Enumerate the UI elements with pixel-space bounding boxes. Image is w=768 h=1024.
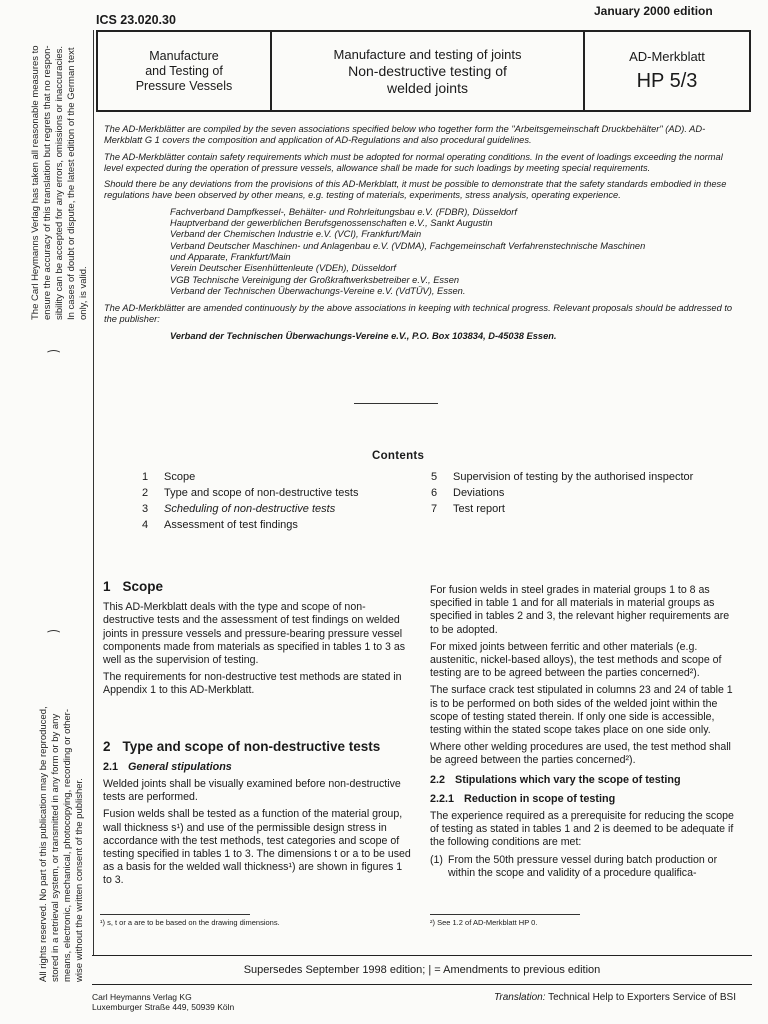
publisher-imprint: Carl Heymanns Verlag KG Luxemburger Straße 449, 50939 Köln (92, 992, 235, 1012)
association-item: Fachverband Dampfkessel-, Behälter- und Rohrleitungsbau e.V. (FDBR), Düsseldorf (170, 206, 517, 217)
footnote: ²) See 1.2 of AD-Merkblatt HP 0. (430, 914, 580, 927)
intro-block (104, 124, 734, 347)
association-item: und Apparate, Frankfurt/Main (170, 251, 291, 262)
contents-item[interactable]: 5 Supervision of testing by the authorised inspector (431, 471, 694, 483)
intro-paragraph: The AD-Merkblätter are compiled by the seven associations specified below who together form the "Arbeitsgemeinschaft Druckbehälter" (AD). AD-Merkblatt G 1 covers the composition and application of AD-Regulations and also procedural guidelines. (104, 124, 706, 146)
contents-list-right (431, 469, 693, 517)
body-paragraph: The requirements for non-destructive test methods are stated in Appendix 1 to this AD-Merkblatt. (103, 671, 402, 697)
body-paragraph: For mixed joints between ferritic and other materials (e.g. austenitic, nickel-based alloys), the test methods and scope of testing are to be agreed between the parties concerned²). (430, 640, 722, 680)
punch-mark: ⁀ (48, 350, 60, 366)
intro-paragraph: Should there be any deviations from the provisions of this AD-Merkblatt, it must be possible to demonstrate that the safety standards embodied in these regulations have been observed by other means, e.g. testing of materials, experiments, stress analysis, operating experience. (104, 179, 727, 201)
association-item: Hauptverband der gewerblichen Berufsgenossenschaften e.V., Sankt Augustin (170, 218, 493, 229)
contents-list-left (142, 469, 358, 533)
intro-paragraph: The AD-Merkblätter are amended continuously by the above associations in keeping with technical progress. Relevant proposals should be addressed to the publisher: (104, 303, 733, 325)
header-series: Manufacture and Testing of Pressure Vessels (98, 32, 272, 110)
association-list (104, 207, 734, 297)
publisher-address: Verband der Technischen Überwachungs-Vereine e.V., P.O. Box 103834, D-45038 Essen. (170, 330, 557, 341)
list-item: (1) From the 50th pressure vessel during batch production or within the scope and validity of a procedure qualifica- (430, 853, 718, 879)
subsubsection-heading: 2.2.1 Reduction in scope of testing (430, 792, 616, 805)
header-title: Manufacture and testing of joints Non-destructive testing of welded joints (272, 32, 585, 110)
subsection-heading: 2.2 Stipulations which vary the scope of testing (430, 773, 681, 786)
contents-item[interactable]: 6 Deviations (431, 487, 505, 499)
translation-credit: Translation: Technical Help to Exporters Service of BSI (494, 992, 736, 1003)
contents-item[interactable]: 7 Test report (431, 503, 505, 515)
body-left-column (103, 580, 413, 892)
section-heading: 1 Scope (103, 579, 164, 594)
contents-item[interactable]: 4 Assessment of test findings (142, 519, 298, 531)
margin-rule (93, 30, 94, 955)
ics-code: ICS 23.020.30 (96, 13, 176, 27)
header-code: AD-Merkblatt HP 5/3 (629, 49, 705, 92)
body-paragraph: Fusion welds shall be tested as a function of the material group, wall thickness s¹) and use of the permissible design stress in accordance with the test methods, test categories and scope of testing specified in tables 1 to 3. The dimensions t or a to be used as a basis for the welded wall thickness¹) are shown in figures 1 to 3. (103, 808, 411, 887)
body-paragraph: For fusion welds in steel grades in material groups 1 to 8 as specified in table 1 and for all materials in material groups as specified in tables 2 and 3, the relevant higher requirements are to be adopted. (430, 584, 730, 636)
contents-item[interactable]: 3 Scheduling of non-destructive tests (142, 503, 336, 515)
contents-item[interactable]: 1 Scope (142, 471, 196, 483)
association-item: Verband der Technischen Überwachungs-Vereine e.V. (VdTÜV), Essen. (170, 285, 466, 296)
association-item: Verein Deutscher Eisenhüttenleute (VDEh), Düsseldorf (170, 263, 396, 274)
divider (354, 403, 438, 404)
association-item: Verband der Chemischen Industrie e.V. (VCI), Frankfurt/Main (170, 229, 422, 240)
edition-date: January 2000 edition (594, 4, 713, 18)
disclaimer-note: The Carl Heymanns Verlag has taken all reasonable measures to ensure the accuracy of this translation but regrets that no respon- sibility can be accepted for any errors, omissions or inaccuracies. In cases of doubt or dispute, the latest edition of the German text only, is valid. (30, 45, 89, 320)
section-heading: 2 Type and scope of non-destructive tests (103, 738, 381, 754)
association-item: VGB Technische Vereinigung der Großkraftwerksbetreiber e.V., Essen (170, 274, 460, 285)
body-paragraph: Welded joints shall be visually examined before non-destructive tests are performed. (103, 778, 401, 804)
supersedes-note: Supersedes September 1998 edition; | = Amendments to previous edition (92, 955, 752, 985)
association-item: Verband Deutscher Maschinen- und Anlagenbau e.V. (VDMA), Fachgemeinschaft Verfahrenstechnische Maschinen (170, 240, 646, 251)
body-right-column (430, 584, 740, 880)
body-paragraph: This AD-Merkblatt deals with the type and scope of non-destructive tests and the assessment of test findings on welded joints in pressure vessels and pressure-bearing pressure vessel components made from materials as specified in tables 1 to 3 as well as the supervision of testing. (103, 601, 406, 667)
subsection-heading: 2.1 General stipulations (103, 760, 232, 773)
body-paragraph: The experience required as a prerequisite for reducing the scope of testing as stated in tables 1 and 2 is deemed to be adequate if the following conditions are met: (430, 810, 734, 849)
header-box (96, 30, 751, 112)
contents-item[interactable]: 2 Type and scope of non-destructive tests (142, 487, 359, 499)
intro-paragraph: The AD-Merkblätter contain safety requirements which must be adopted for normal operating conditions. In the event of loadings exceeding the normal level expected during the operation of pressure vessels, allowance shall be made for such loadings by meeting special requirements. (104, 151, 723, 173)
body-paragraph: Where other welding procedures are used, the test method shall be agreed between the parties concerned²). (430, 741, 731, 767)
copyright-note: All rights reserved. No part of this publication may be reproduced, stored in a retrieval system, or transmitted in any form or by any means, electronic, mechanical, photocopying, recording or other- wise without the written consent of the publisher. (38, 706, 85, 982)
footnote: ¹) s, t or a are to be based on the drawing dimensions. (100, 914, 250, 927)
punch-mark: ⁀ (48, 630, 60, 646)
body-paragraph: The surface crack test stipulated in columns 23 and 24 of table 1 is to be performed on both sides of the welded joint within the scope of testing stated therein. If only one side is accessible, testing within the stated scope takes place on one side only. (430, 684, 733, 737)
contents-title: Contents (372, 450, 425, 462)
